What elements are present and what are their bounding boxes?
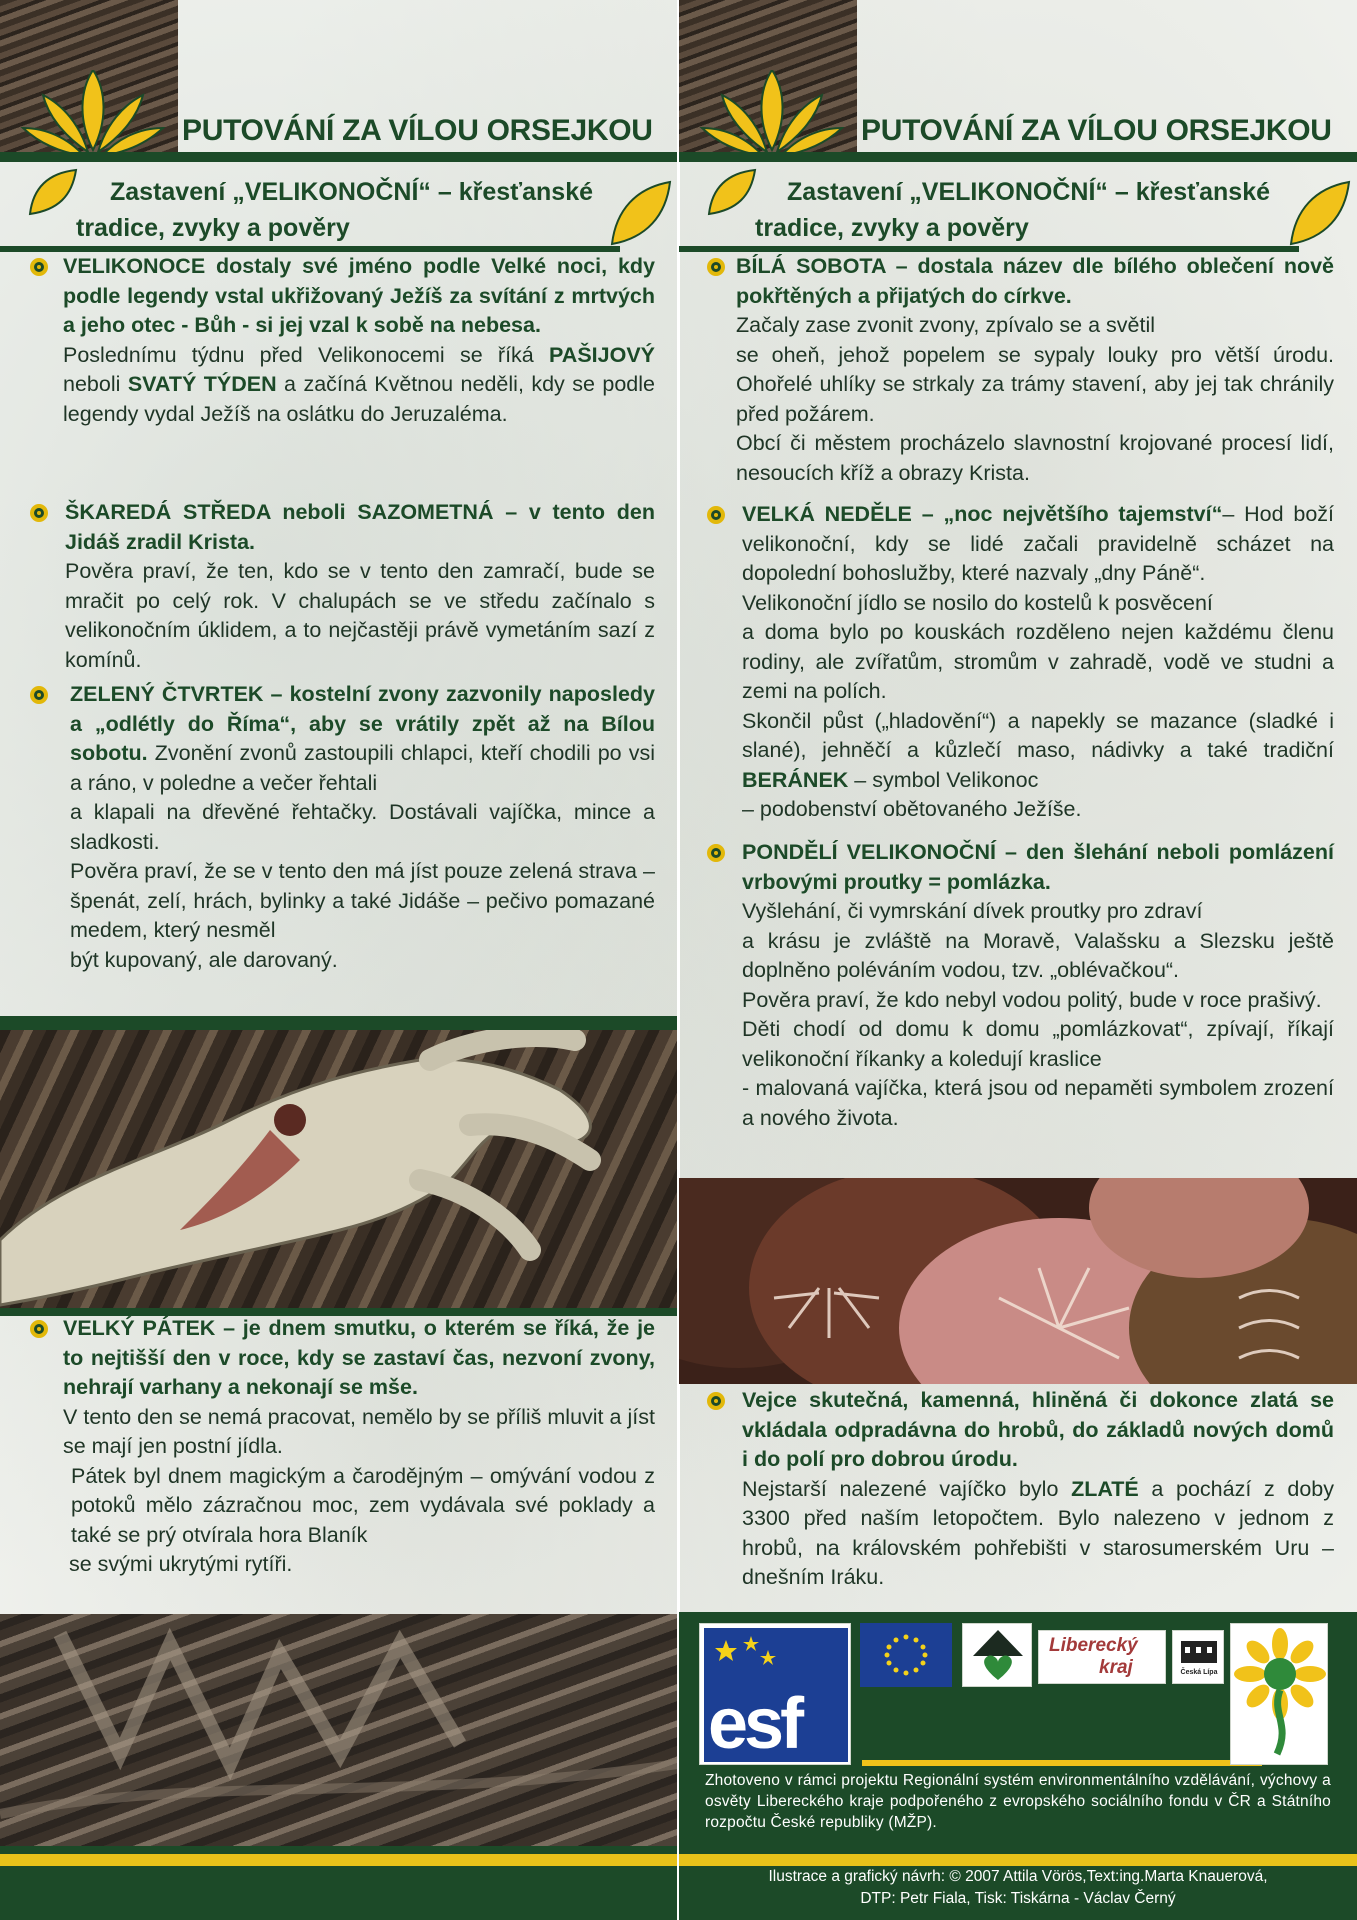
footer-line-1: Ilustrace a grafický návrh: © 2007 Attila Vörös,Text:ing.Marta Knauerová, <box>768 1868 1268 1885</box>
section-velikonoce <box>63 252 655 429</box>
paragraph: a doma bylo po kouskách rozděleno nejen každému členu rodiny, ale zvířatům, stromům v zahradě, vodě ve studni a zemi na polích. <box>742 620 1334 703</box>
kraj-text: kraj <box>1099 1657 1133 1678</box>
bullet-icon <box>30 258 48 276</box>
subtitle-line-2: tradice, zvyky a pověry <box>76 214 350 242</box>
paragraph: Obcí či městem procházelo slavnostní krojované procesí lidí, nesoucích kříž a obrazy Krista. <box>736 431 1334 485</box>
paragraph: Začaly zase zvonit zvony, zpívalo se a světil <box>736 313 1156 337</box>
section-pondeli-velikonocni <box>742 838 1334 1133</box>
subtitle-line-1: Zastavení „VELIKONOČNÍ“ – křesťanské <box>787 178 1270 206</box>
section-velky-patek <box>63 1314 655 1580</box>
right-panel <box>679 0 1357 1920</box>
bullet-icon <box>30 1320 48 1338</box>
bullet-icon <box>707 258 725 276</box>
section-heading: Vejce skutečná, kamenná, hliněná či dokonce zlatá se vkládala odpradávna do hrobů, do základů nových domů i do polí pro dobrou úrodu. <box>742 1388 1334 1471</box>
sunflower-icon <box>18 70 168 160</box>
crucified-hand-illustration <box>0 1030 678 1308</box>
section-velka-nedele: VELKÁ NEDĚLE – „noc největšího tajemství“– Hod boží velikonoční, kdy se lidé začali pravidelně scházet na dopolední bohoslužby, které nazvaly „dny Páně“. Velikonoční jídlo se nosilo do kostelů k posvěcení a doma bylo po kouskách rozděleno nejen každému členu rodiny, ale zvířatům, stromům v zahradě, vodě ve studni a zemi na polích. Skončil půst („hladovění“) a napekly se mazance (sladké i slané), jehněčí a kůzlečí maso, nádivky a také tradiční BERÁNEK – symbol Velikonoc – podobenství obětovaného Ježíše. <box>742 500 1334 825</box>
logo-yellow-line <box>862 1760 1262 1766</box>
section-heading: PONDĚLÍ VELIKONOČNÍ – den šlehání neboli pomlázení vrbovými proutky = pomlázka. <box>742 840 1334 894</box>
section-heading: VELKÁ NEDĚLE – „noc největšího tajemství“ <box>742 502 1223 526</box>
yellow-stripe <box>0 1854 678 1866</box>
liberecky-kraj-logo <box>1038 1630 1166 1684</box>
sunflower-logo <box>1230 1623 1328 1765</box>
heart-tree-logo <box>962 1623 1032 1687</box>
paragraph: V tento den se nemá pracovat, nemělo by se příliš mluvit a jíst se mají jen postní jídla. <box>63 1404 655 1458</box>
section-heading: BÍLÁ SOBOTA – dostala název dle bílého oblečení nově pokřtěných a přijatých do církve. <box>736 254 1334 308</box>
main-title: PUTOVÁNÍ ZA VÍLOU ORSEJKOU <box>182 114 653 147</box>
footer-band-left <box>0 1866 678 1920</box>
bottom-green-strip <box>0 1846 678 1854</box>
footer-credits <box>679 1866 1357 1910</box>
bullet-icon <box>30 686 48 704</box>
footer-line-2: DTP: Petr Fiala, Tisk: Tiskárna - Václav Černý <box>860 1890 1176 1907</box>
paragraph: a krásu je zvláště na Moravě, Valašsku a Slezsku ještě doplněno poléváním vodou, tzv. „oblévačkou“. <box>742 928 1334 982</box>
paragraph: a klapali na dřevěné řehtačky. Dostávali vajíčka, mince a sladkosti. <box>70 800 655 854</box>
bullet-icon <box>707 506 725 524</box>
subtitle-line-1: Zastavení „VELIKONOČNÍ“ – křesťanské <box>110 178 593 206</box>
paragraph: Velikonoční jídlo se nosilo do kostelů k posvěcení <box>742 590 1213 615</box>
header-bar <box>679 152 1357 162</box>
liberecky-kraj-text: Liberecký <box>1049 1635 1138 1656</box>
paragraph: Skončil půst („hladovění“) a napekly se mazance (sladké i slané), jehněčí a kůzlečí maso, nádivky a také tradiční BERÁNEK – symbol Velikonoc <box>742 708 1334 792</box>
sunflower-icon <box>697 70 847 160</box>
left-panel <box>0 0 678 1920</box>
paragraph: - malovaná vajíčka, která jsou od nepaměti symbolem zrození a nového života. <box>742 1076 1334 1130</box>
paragraph: Nejstarší nalezené vajíčko bylo ZLATÉ a pochází z doby 3300 před naším letopočtem. Bylo nalezeno v jednom z hrobů, na královském pohřebišti v starosumerském Uru – dnešním Iráku. <box>742 1476 1335 1589</box>
eu-flag-logo <box>860 1623 952 1687</box>
ceska-lipa-text: Česká Lípa <box>1180 1669 1218 1676</box>
subtitle <box>70 174 630 246</box>
paragraph: Poslednímu týdnu před Velikonocemi se říká PAŠIJOVÝ neboli SVATÝ TÝDEN a začíná Květnou neděli, kdy se podle legendy vydal Ježíš na oslátku do Jeruzaléma. <box>63 342 655 426</box>
section-heading: VELIKONOCE dostaly své jméno podle Velké noci, kdy podle legendy vstal ukřižovaný Ježíš za svítání z mrtvých a jeho otec - Bůh - si jej vzal k sobě na nebesa. <box>63 254 655 337</box>
section-skareda-streda <box>65 498 655 675</box>
paragraph: Pověra praví, že kdo nebyl vodou politý, bude v roce prašivý. <box>742 987 1322 1012</box>
paragraph: Děti chodí od domu k domu „pomlázkovat“, zpívají, říkají velikonoční říkanky a koledují kraslice <box>742 1017 1334 1071</box>
paragraph: být kupovaný, ale darovaný. <box>70 947 338 972</box>
ceska-lipa-logo <box>1172 1630 1224 1684</box>
easter-eggs-illustration <box>679 1178 1357 1384</box>
image-top-bar <box>0 1016 678 1030</box>
bullet-icon <box>30 504 48 522</box>
subtitle <box>749 174 1309 246</box>
paragraph: Vyšlehání, či vymrskání dívek proutky pro zdraví <box>742 899 1203 923</box>
main-title: PUTOVÁNÍ ZA VÍLOU ORSEJKOU <box>861 114 1332 147</box>
header-bar <box>0 152 678 162</box>
paragraph: Pověra praví, že se v tento den má jíst pouze zelená strava – špenát, zelí, hrách, bylinky a také Jidáše – pečivo pomazané medem, který nesměl <box>70 859 655 942</box>
project-credits: Zhotoveno v rámci projektu Regionální systém environmentálního vzdělávání, výchovy a osvěty Libereckého kraje podpořeného z evropského sociálního fondu v ČR a Státního rozpočtu České republiky (MŽP). <box>705 1772 1331 1831</box>
section-zeleny-ctvrtek: ZELENÝ ČTVRTEK – kostelní zvony zazvonily naposledy a „odlétly do Říma“, aby se vrátily zpět až na Bílou sobotu. Zvonění zvonů zastoupili chlapci, kteří chodili po vsi a ráno, v poledne a večer řehtali a klapali na dřevěné řehtačky. Dostávali vajíčka, mince a sladkosti. Pověra praví, že se v tento den má jíst pouze zelená strava – špenát, zelí, hrách, bylinky a také Jidáše – pečivo pomazané medem, který nesměl být kupovaný, ale darovaný. <box>70 680 655 975</box>
esf-logo <box>699 1623 851 1765</box>
esf-text: esf <box>708 1684 801 1764</box>
bullet-icon <box>707 1392 725 1410</box>
section-heading: ZELENÝ ČTVRTEK – kostelní zvony zazvonily naposledy a „odlétly do Říma“, aby se vrátily zpět až na Bílou sobotu. <box>70 682 655 765</box>
section-heading: VELKÝ PÁTEK – je dnem smutku, o kterém se říká, že je to nejtišší den v roce, kdy se zastaví čas, nezvoní zvony, nehrají varhany a nekonají se mše. <box>63 1316 655 1399</box>
section-vejce <box>742 1386 1334 1593</box>
paragraph: Pověra praví, že ten, kdo se v tento den zamračí, bude se mračit po celý rok. V chalupách se ve středu začínalo s velikonočním úklidem, a to nejčastěji právě vymetáním sazí z komínů. <box>65 559 655 672</box>
paragraph: se svými ukrytými rytíři. <box>69 1552 293 1576</box>
paragraph: Pátek byl dnem magickým a čarodějným – omývání vodou z potoků mělo zázračnou moc, zem vydávala své poklady a také se prý otvírala hora Blaník <box>71 1463 655 1547</box>
wood-illustration <box>0 1614 678 1854</box>
subtitle-line-2: tradice, zvyky a pověry <box>755 214 1029 242</box>
section-heading: ŠKAREDÁ STŘEDA neboli SAZOMETNÁ – v tento den Jidáš zradil Krista. <box>65 500 655 554</box>
section-bila-sobota <box>736 252 1334 488</box>
bullet-icon <box>707 844 725 862</box>
paragraph: se oheň, jehož popelem se sypaly louky pro větší úrodu. Ohořelé uhlíky se strkaly za trámy stavení, aby jej tak chránily před požárem. <box>736 342 1334 426</box>
yellow-stripe <box>679 1854 1357 1866</box>
paragraph: – podobenství obětovaného Ježíše. <box>742 797 1082 821</box>
